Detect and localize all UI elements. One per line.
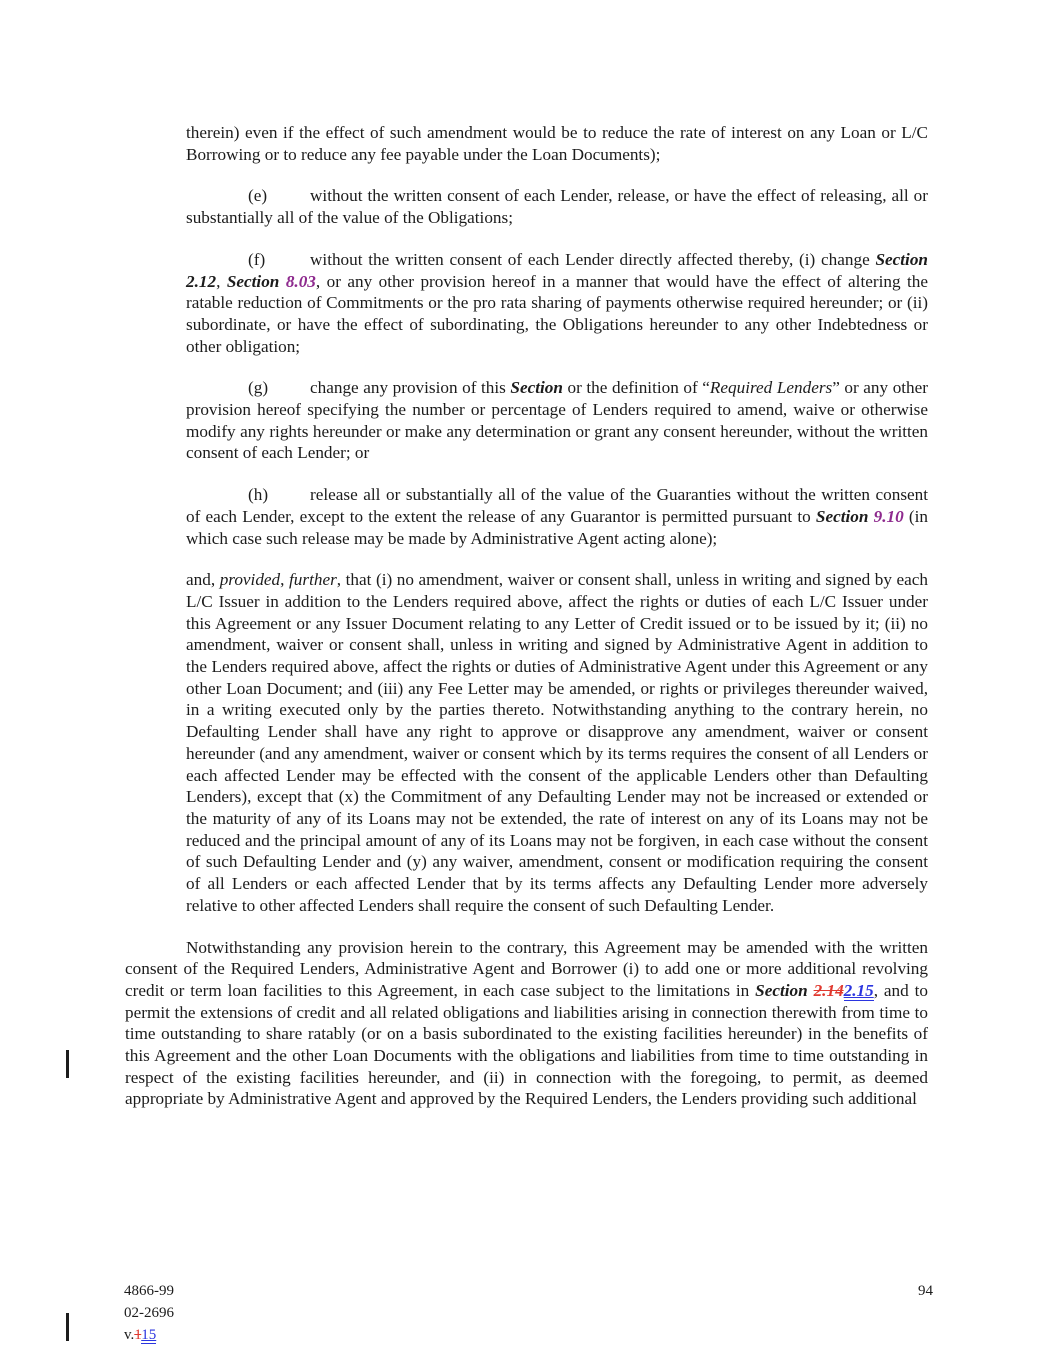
paragraph bbox=[186, 377, 928, 464]
footer-doc-id-line2: 02-2696 bbox=[124, 1305, 174, 1321]
deleted-text: 2.14 bbox=[813, 980, 844, 1000]
text-run: provided bbox=[219, 570, 281, 590]
text-run: , bbox=[216, 271, 227, 291]
text-run: , that (i) no amendment, waiver or consent shall, unless in writing and signed by each L/C Issuer in addition to the Lenders required above, affect the rights or duties of each L/C Issuer under this Agreement or any Issuer Document relating to any Letter of Credit issued or to be issued by it; (ii) no amendment, waiver or consent shall, unless in writing and signed by Administrative Agent in addition to the Lenders required above, affect the rights or duties of Administrative Agent under this Agreement or any other Loan Document; and (iii) any Fee Letter may be amended, or rights or privileges thereunder waived, in a writing executed only by the parties thereto. Notwithstanding anything to the contrary herein, no Defaulting Lender shall have any right to approve or disapprove any amendment, waiver or consent hereunder (and any amendment, waiver or consent which by its terms requires the consent of all Lenders or each affected Lender may be effected with the consent of the applicable Lenders other than Defaulting Lenders), except that (x) the Commitment of any Defaulting Lender may not be increased or extended or the maturity of any of its Loans may not be extended, the rate of interest on any of its Loans may not be reduced and the principal amount of any of its Loans may not be forgiven, in each case without the consent of such Defaulting Lender and (y) any waiver, amendment, consent or modification requiring the consent of all Lenders or each affected Lender that by its terms affects any Defaulting Lender more adversely relative to other affected Lenders shall require the consent of such Defaulting Lender. bbox=[186, 570, 928, 915]
text-run: release all or substantially all of the value of the Guaranties without the written consent of each Lender, except to the extent the release of any Guarantor is permitted pursuant to bbox=[186, 485, 928, 526]
paragraph bbox=[186, 122, 928, 165]
text-run: therein) even if the effect of such amendment would be to reduce the rate of interest on any Loan or L/C Borrowing or to reduce any fee payable under the Loan Documents); bbox=[186, 123, 928, 164]
text-run: Section bbox=[226, 271, 286, 291]
paragraph bbox=[186, 185, 928, 228]
deleted-text: 1 bbox=[134, 1327, 142, 1343]
change-bar bbox=[66, 1313, 69, 1341]
section-reference-link[interactable]: 9.10 bbox=[873, 506, 904, 526]
text-run: (in which case such release may be made by Administrative Agent acting alone); bbox=[186, 506, 928, 548]
text-run: Section bbox=[510, 378, 563, 398]
page-number: 94 bbox=[918, 1283, 933, 1299]
text-run: without the written consent of each Lender directly affected thereby, (i) change bbox=[310, 249, 876, 269]
text-run: or the definition of “ bbox=[562, 378, 710, 398]
clause-label: (e) bbox=[248, 186, 268, 206]
footer-doc-id-line1: 4866-99 bbox=[124, 1283, 174, 1299]
paragraph bbox=[186, 484, 928, 549]
text-run: , bbox=[280, 570, 290, 590]
inserted-text: 2.15 bbox=[843, 980, 874, 1000]
text-run: Section bbox=[755, 980, 814, 1000]
section-reference-link[interactable]: 8.03 bbox=[285, 271, 316, 291]
clause-label: (h) bbox=[248, 485, 269, 505]
text-run: ” or any other provision hereof specifying the number or percentage of Lenders required to amend, waive or otherwise modify any rights hereunder or make any determination or grant any consent hereunder, without the written consent of each Lender; or bbox=[186, 378, 929, 463]
footer-version-prefix: v. bbox=[124, 1327, 135, 1343]
change-bar bbox=[66, 1050, 69, 1078]
text-run: Notwithstanding any provision herein to the contrary, this Agreement may be amended with the written consent of the Required Lenders, Administrative Agent and Borrower (i) to add one or more additional revolving credit or term loan facilities to this Agreement, in each case subject to the limitations in bbox=[125, 937, 928, 1000]
text-run: without the written consent of each Lender, release, or have the effect of releasing, all or substantially all of the value of the Obligations; bbox=[186, 186, 928, 228]
clause-label: (g) bbox=[248, 378, 269, 398]
paragraph bbox=[125, 937, 928, 1111]
paragraph bbox=[186, 569, 928, 916]
inserted-text: 15 bbox=[141, 1327, 157, 1343]
document-body bbox=[125, 122, 928, 1110]
text-run: further bbox=[289, 570, 337, 590]
paragraph bbox=[186, 249, 928, 358]
clause-label: (f) bbox=[248, 249, 266, 269]
text-run: change any provision of this bbox=[310, 378, 511, 398]
text-run: and, bbox=[186, 570, 220, 590]
footer-version bbox=[124, 1324, 174, 1346]
text-run: Section bbox=[815, 506, 874, 526]
text-run: Section 2.12 bbox=[186, 249, 928, 291]
text-run: , or any other provision hereof in a manner that would have the effect of altering the ratable reduction of Commitments or the pro rata sharing of payments otherwise required hereunder; or (ii) subordinate, or have the effect of subordinating, the Obligations hereunder to any other Indebtedness or other obligation; bbox=[186, 271, 928, 356]
text-run: , and to permit the extensions of credit and all related obligations and liabilities arising in connection therewith from time to time outstanding to share ratably (or on a basis subordinated to the existing facilities hereunder) in the benefits of this Agreement and the other Loan Documents with the obligations and liabilities from time to time outstanding in respect of the existing facilities hereunder, and (ii) in connection with the foregoing, to permit, as deemed appropriate by Administrative Agent and approved by the Required Lenders, the Lenders providing such additional bbox=[125, 980, 928, 1109]
text-run: Required Lenders bbox=[709, 378, 833, 398]
footer bbox=[124, 1280, 174, 1346]
